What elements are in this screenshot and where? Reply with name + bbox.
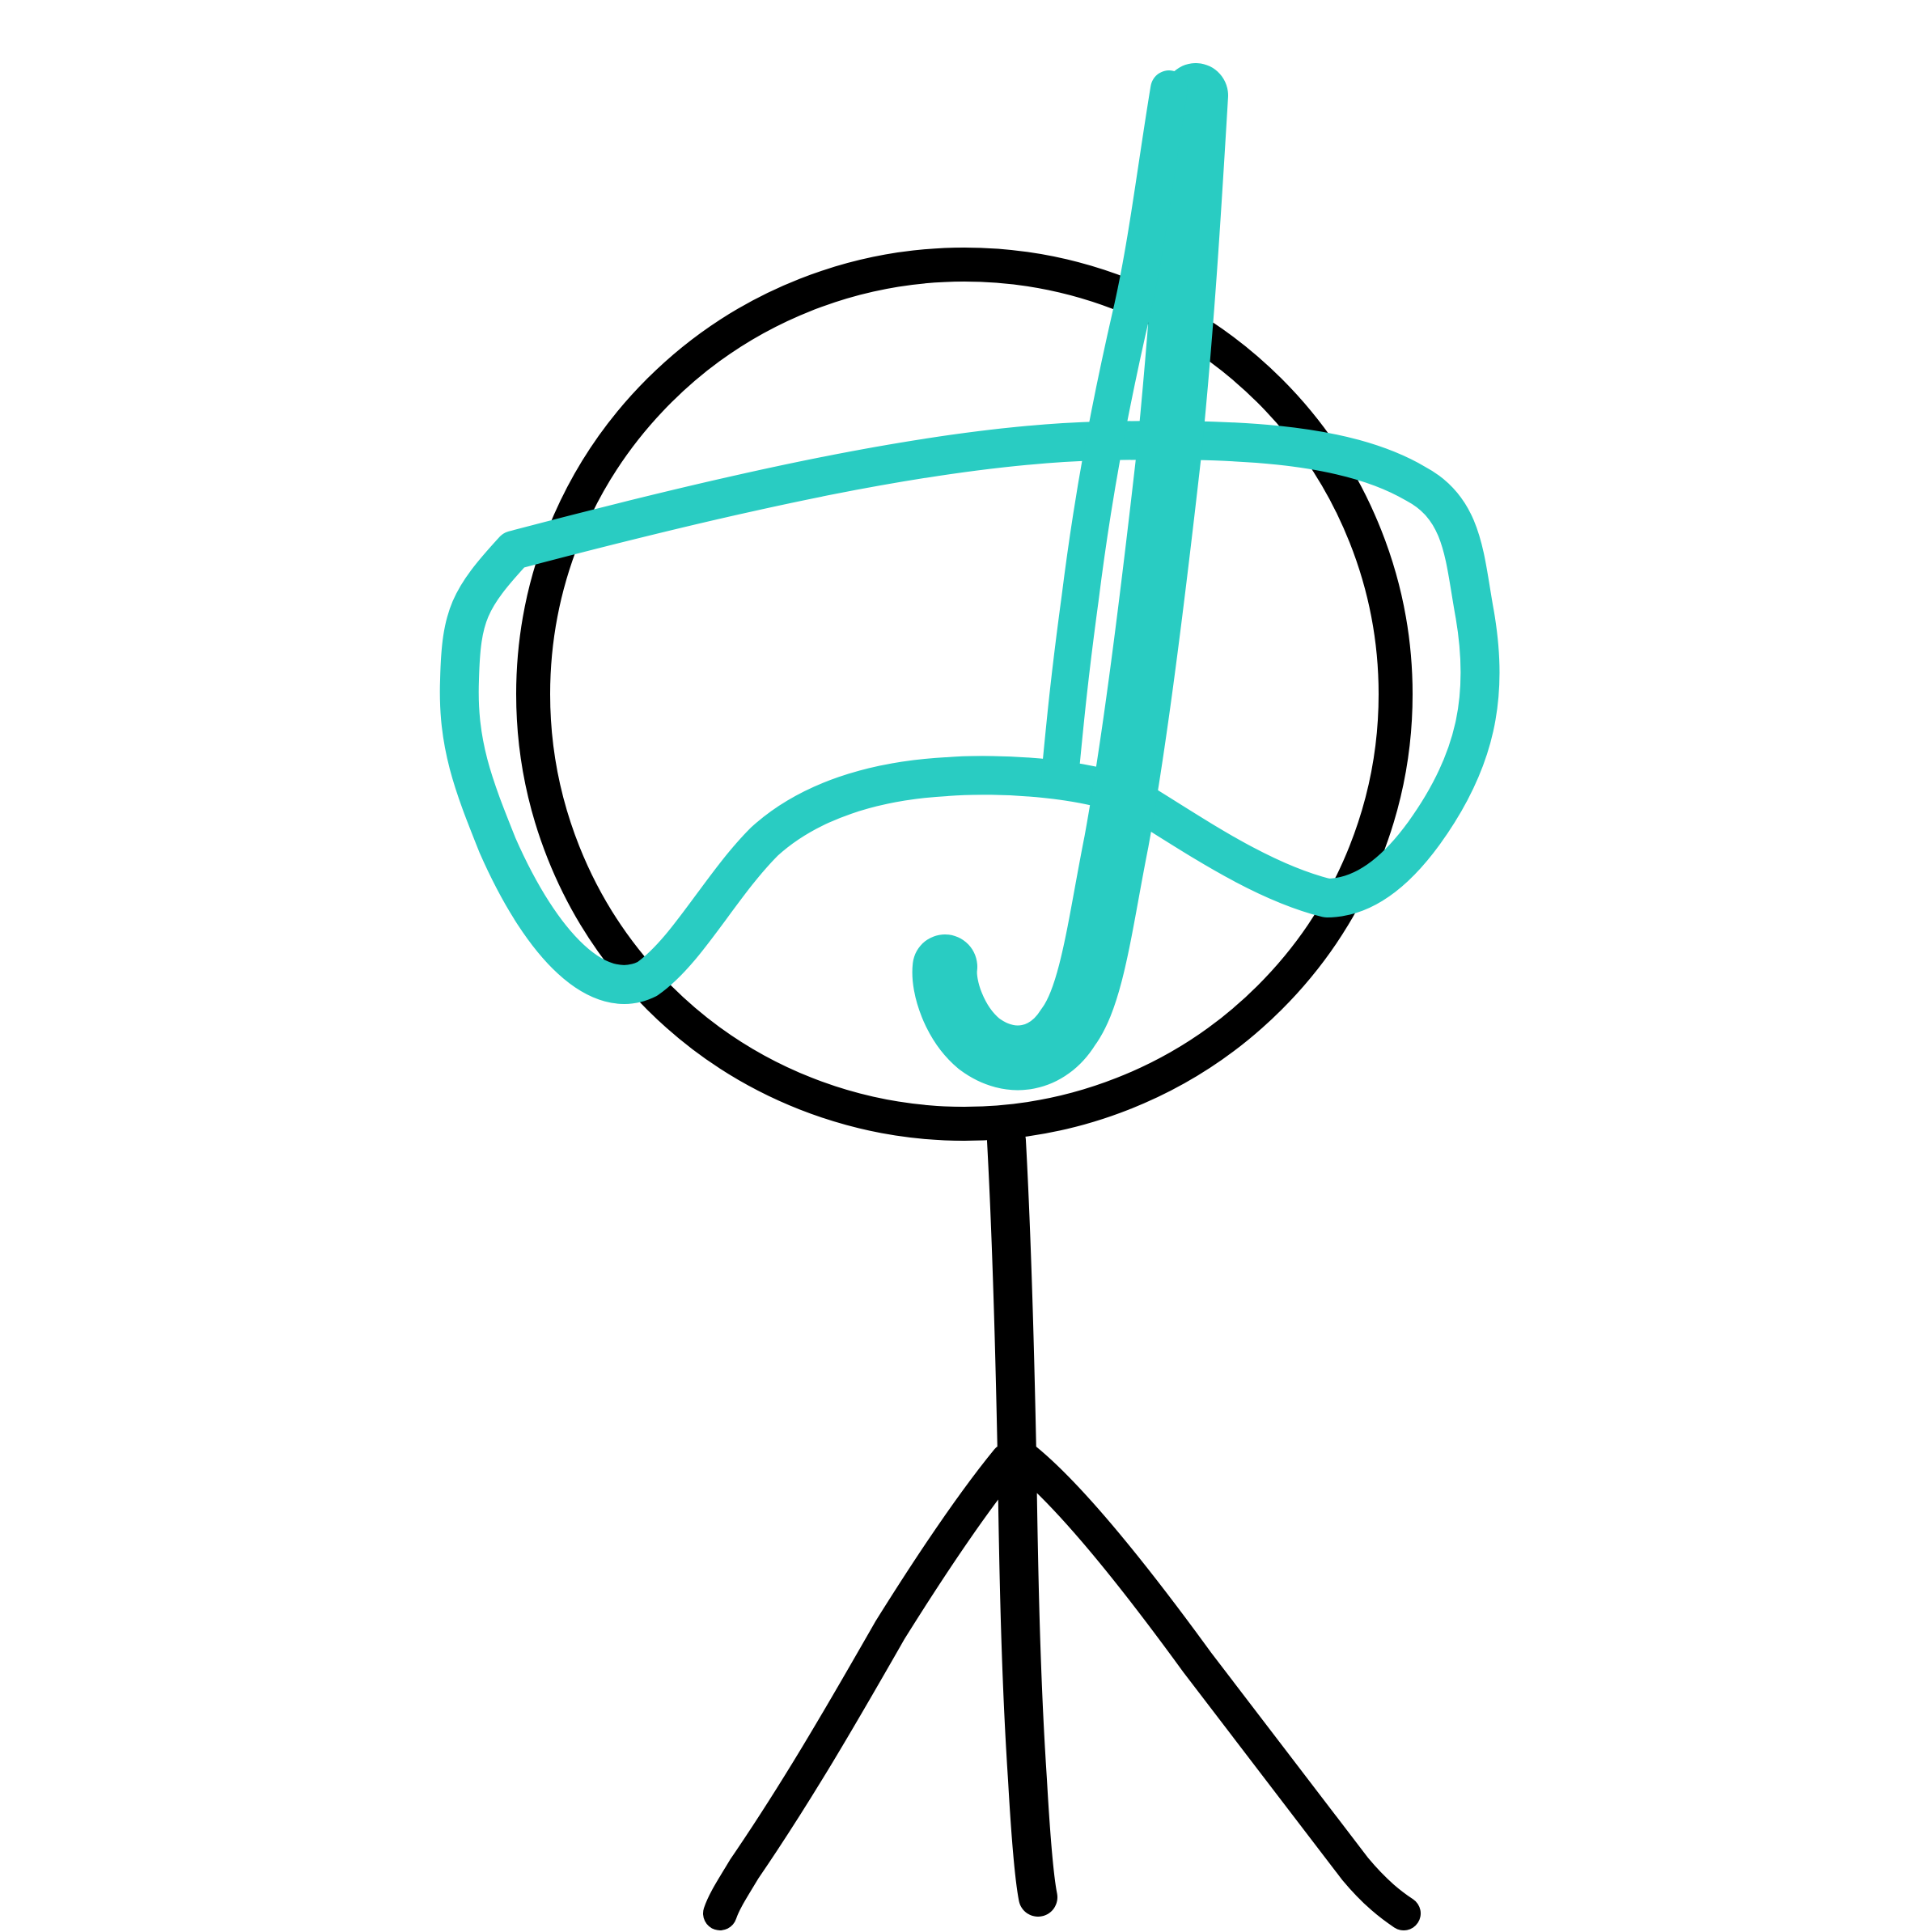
left-leg bbox=[720, 1460, 1007, 1913]
body-line bbox=[1006, 1141, 1038, 1897]
right-leg bbox=[1021, 1456, 1404, 1913]
scribble-loop bbox=[460, 440, 1481, 985]
